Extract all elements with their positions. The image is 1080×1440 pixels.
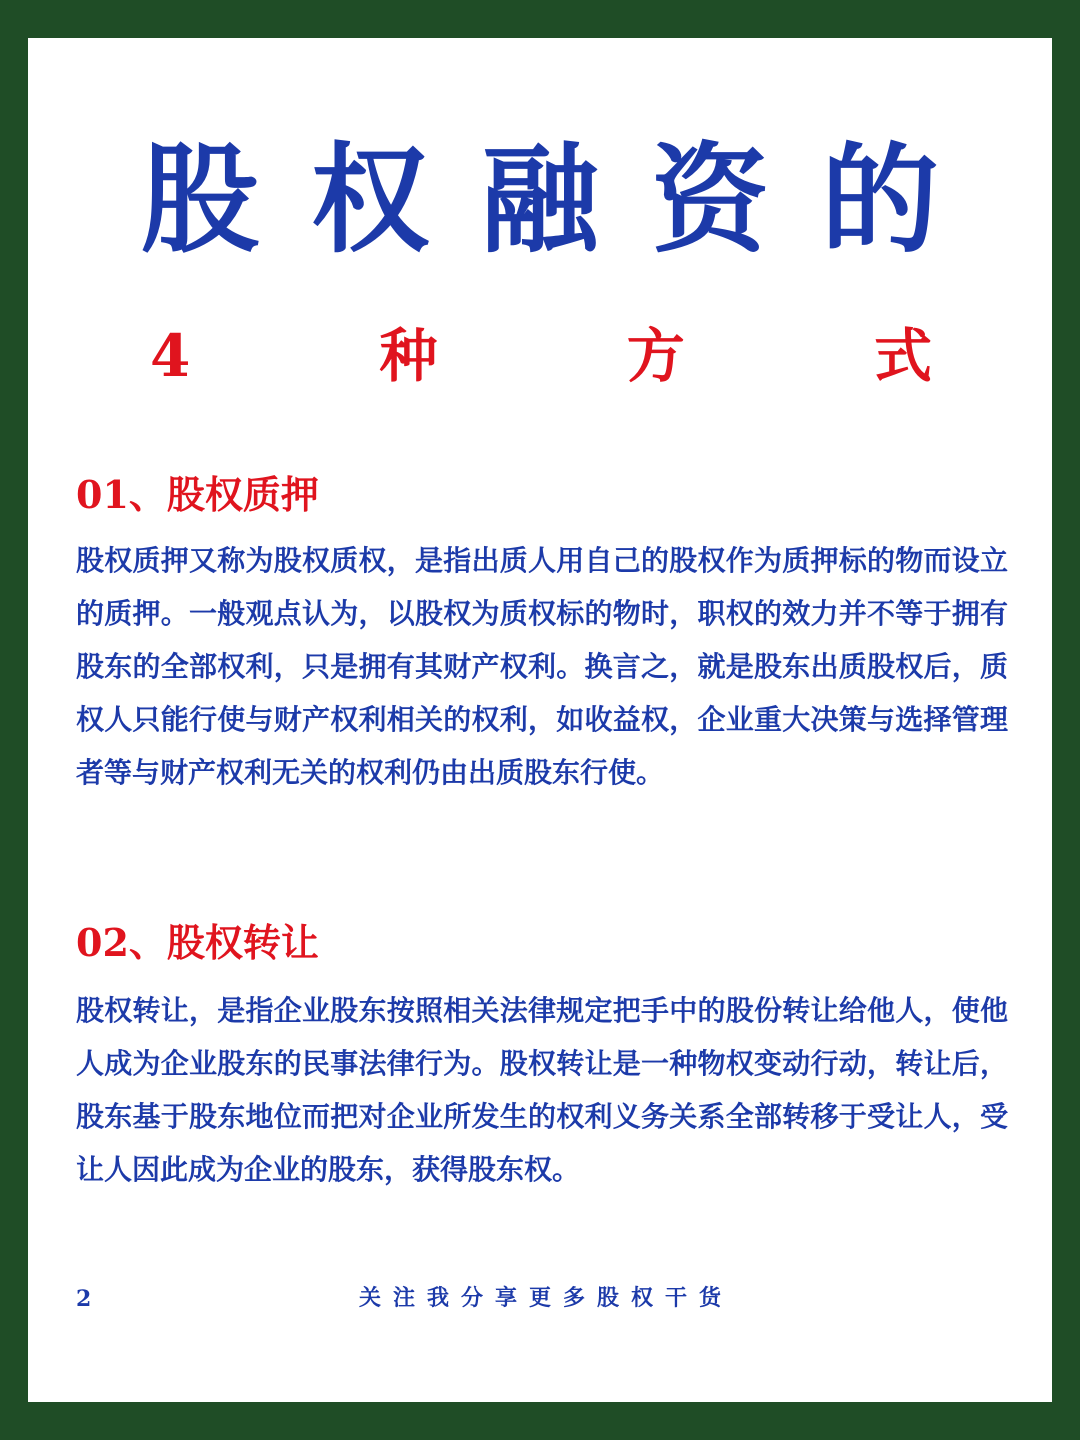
subtitle (150, 318, 932, 394)
section-body-1: 股权质押又称为股权质权，是指出质人用自己的股权作为质押标的物而设立的质押。一般观点认为，以股权为质权标的物时，职权的效力并不等于拥有股东的全部权利，只是拥有其财产权利。换言之，就是股东出质股权后，质权人只能行使与财产权利相关的权利，如收益权，企业重大决策与选择管理者等与财产权利无关的权利仍由出质股东行使。 (76, 544, 1008, 789)
subtitle-char: 种 (379, 322, 438, 390)
section-body-2: 股权转让，是指企业股东按照相关法律规定把手中的股份转让给他人，使他人成为企业股东的民事法律行为。股权转让是一种物权变动行动，转让后，股东基于股东地位而把对企业所发生的权利义务关系全部转移于受让人，受让人因此成为企业的股东，获得股东权。 (76, 994, 1008, 1186)
page-number: 2 (76, 1286, 92, 1312)
subtitle-char: 式 (873, 322, 932, 390)
page-title: 股权融资的 (140, 131, 991, 269)
subtitle-char: 4 (150, 322, 191, 390)
subtitle-char: 方 (626, 322, 685, 390)
footer-tagline: 关注我分享更多股权干货 (358, 1285, 733, 1311)
section-heading-2: 02、股权转让 (76, 920, 319, 965)
section-heading-1: 01、股权质押 (76, 472, 319, 517)
